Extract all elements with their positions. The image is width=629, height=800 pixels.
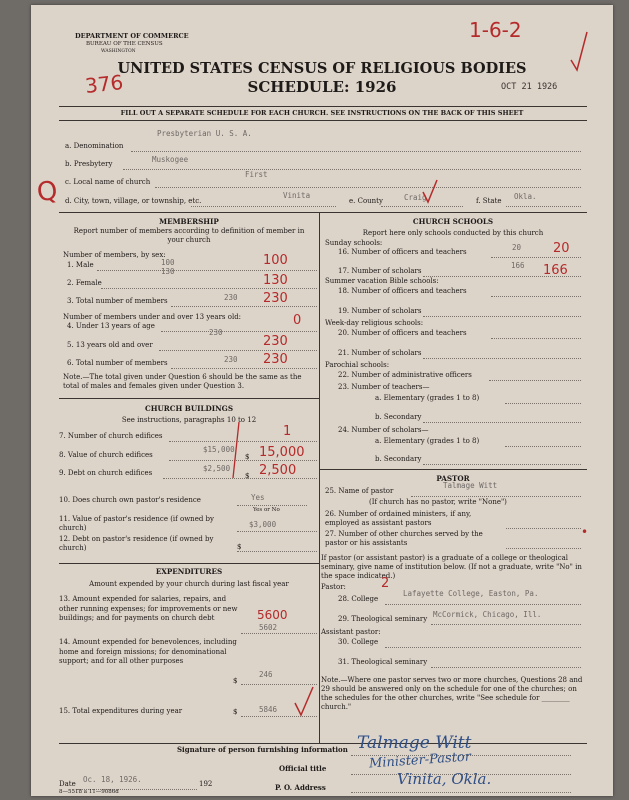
q15-typed: 5846 (259, 705, 278, 714)
q29-typed: McCormick, Chicago, Ill. (433, 610, 542, 619)
q28-label: 28. College (338, 595, 379, 603)
instructions-line: FILL OUT A SEPARATE SCHEDULE FOR EACH CHURCH. SEE INSTRUCTIONS ON THE BACK OF THIS SHEET (120, 109, 524, 117)
city-label: d. City, town, village, or township, etc. (65, 197, 202, 205)
q8-typed: $15,000 (203, 445, 235, 454)
signature-value: Talmage Witt (357, 733, 472, 753)
q13-label: 13. Amount expended for salaries, repairs, and other running expenses; for improvements or new buildings; and for payments on church debt (59, 595, 238, 622)
divider (319, 469, 587, 470)
city-name: WASHINGTON (101, 49, 136, 54)
q28-typed: Lafayette College, Easton, Pa. (403, 589, 539, 598)
q8-label: 8. Value of church edifices (59, 451, 153, 459)
expenditures-heading: EXPENDITURES (155, 567, 223, 576)
form-number: 8—5518 a 11—9086d (59, 789, 119, 795)
dollar-sign: $ (245, 453, 250, 461)
q10-hint: Yes or No (253, 507, 280, 513)
q1-typed: 100 (161, 258, 175, 267)
check-mark-icon (227, 420, 250, 480)
denomination-value: Presbyterian U. S. A. (157, 129, 252, 138)
q6-label: 6. Total number of members (67, 359, 168, 367)
q17-typed: 166 (511, 261, 525, 270)
membership-note: Note.—The total given under Question 6 should be the same as the total of males and females given under Question 3. (63, 373, 302, 390)
divider (59, 563, 319, 564)
q21-label: 21. Number of scholars (338, 349, 422, 357)
age-intro: Number of members under and over 13 years old: (63, 313, 242, 321)
q6-hand: 230 (263, 352, 288, 367)
buildings-sub: See instructions, paragraphs 10 to 12 (121, 416, 257, 424)
state-value: Okla. (514, 192, 537, 201)
q13-hand: 5600 (257, 608, 288, 622)
check-mark-icon (569, 30, 589, 72)
q22-label: 22. Number of administrative officers (338, 371, 472, 379)
assistant-pastor-label: Assistant pastor: (321, 628, 381, 636)
q16-hand: 20 (553, 241, 570, 256)
ink-dot: • (581, 525, 589, 539)
graduate-note: If pastor (or assistant pastor) is a graduate of a college or theological seminary, give name of institution below. (If not a graduate, write "No" in the space indicated.) (321, 554, 582, 580)
q25-note: (If church has no pastor, write "None") (369, 498, 507, 506)
q11-typed: $3,000 (249, 520, 277, 529)
q8-hand: 15,000 (259, 445, 305, 460)
q2-hand: 130 (263, 273, 288, 288)
department-name: DEPARTMENT OF COMMERCE (75, 32, 189, 40)
expenditures-sub: Amount expended by your church during last fiscal year (89, 580, 289, 588)
bureau-name: BUREAU OF THE CENSUS (86, 41, 163, 47)
q7-label: 7. Number of church edifices (59, 432, 163, 440)
q14-typed: 246 (259, 670, 273, 679)
q9-typed: $2,500 (203, 464, 231, 473)
q23b-label: b. Secondary (375, 413, 422, 421)
q16-typed: 20 (512, 243, 522, 252)
q19-label: 19. Number of scholars (338, 307, 422, 315)
divider (59, 106, 587, 107)
divider (59, 120, 587, 121)
q29-label: 29. Theological seminary (338, 615, 428, 623)
county-value: Craig (404, 193, 427, 202)
pastor-hand-mark: 2 (381, 576, 390, 591)
q5-hand: 230 (263, 334, 288, 349)
schools-intro: Report here only schools conducted by this church (362, 229, 544, 237)
state-label: f. State (476, 197, 502, 205)
pastor-heading: PASTOR (436, 474, 470, 483)
date-value: Oc. 18, 1926. (83, 775, 142, 784)
po-address-label: P. O. Address (275, 783, 326, 792)
sunday-label: Sunday schools: (325, 239, 383, 247)
schools-heading: CHURCH SCHOOLS (412, 217, 494, 226)
q4-hand: 0 (293, 313, 302, 328)
q17-label: 17. Number of scholars (338, 267, 422, 275)
q1-label: 1. Male (67, 261, 94, 269)
local-name-label: c. Local name of church (65, 178, 151, 186)
denomination-label: a. Denomination (65, 142, 124, 150)
official-title-value: Minister-Pastor (368, 749, 472, 772)
dollar-sign: $ (245, 472, 250, 480)
q13-typed: 5602 (259, 623, 278, 632)
weekday-label: Week-day religious schools: (325, 319, 424, 327)
local-name-value: First (245, 170, 268, 179)
membership-heading: MEMBERSHIP (159, 217, 219, 226)
q26-label: 26. Number of ordained ministers, if any, employed as assistant pastors (325, 510, 472, 527)
q6-typed: 230 (224, 355, 238, 364)
q10-typed: Yes (251, 493, 265, 502)
parochial-label: Parochial schools: (325, 361, 390, 369)
po-address-value: Vinita, Okla. (397, 770, 492, 788)
presbytery-value: Muskogee (152, 155, 189, 164)
pastor-note: Note.—Where one pastor serves two or more churches, Questions 28 and 29 should be answered only on the schedule for one of the churches; on the schedules for the other churches, write "See schedule for ________ church." (321, 676, 583, 711)
q17-hand: 166 (543, 263, 568, 278)
q3-hand: 230 (263, 291, 288, 306)
q30-label: 30. College (338, 638, 379, 646)
membership-intro: Report number of members according to definition of member in your church (73, 227, 305, 244)
q24-label: 24. Number of scholars— (338, 426, 429, 434)
q27-label: 27. Number of other churches served by the pastor or his assistants (325, 530, 483, 547)
divider (59, 398, 319, 399)
q9-label: 9. Debt on church edifices (59, 469, 153, 477)
q9-hand: 2,500 (259, 463, 297, 478)
divider (59, 212, 587, 213)
q16-label: 16. Number of officers and teachers (338, 248, 467, 256)
q2-typed: 130 (161, 267, 175, 276)
date-label: Date (59, 780, 76, 788)
check-mark-icon (421, 178, 439, 204)
q15-label: 15. Total expenditures during year (59, 707, 183, 715)
q10-label: 10. Does church own pastor's residence (59, 496, 201, 504)
q5-label: 5. 13 years old and over (67, 341, 153, 349)
pastor-sub-label: Pastor: (321, 583, 346, 591)
vacation-label: Summer vacation Bible schools: (325, 277, 439, 285)
buildings-heading: CHURCH BUILDINGS (144, 404, 234, 413)
dollar-sign: $ (233, 708, 238, 716)
q23-label: 23. Number of teachers— (338, 383, 430, 391)
census-schedule-sheet (31, 5, 613, 796)
q3-typed: 230 (224, 293, 238, 302)
q20-label: 20. Number of officers and teachers (338, 329, 467, 337)
hand-number: 376 (83, 70, 125, 98)
q25-label: 25. Name of pastor (325, 487, 394, 495)
dollar-sign: $ (237, 543, 242, 551)
q11-label: 11. Value of pastor's residence (if owned by church) (59, 515, 214, 532)
signature-label: Signature of person furnishing information (177, 745, 348, 754)
margin-mark: Q (35, 175, 60, 209)
q25-typed: Talmage Witt (443, 481, 498, 490)
city-value: Vinita (283, 191, 311, 200)
county-label: e. County (349, 197, 383, 205)
q2-label: 2. Female (67, 279, 102, 287)
q7-hand: 1 (283, 424, 292, 439)
q24a-label: a. Elementary (grades 1 to 8) (375, 437, 480, 445)
form-title: UNITED STATES CENSUS OF RELIGIOUS BODIES (117, 60, 527, 77)
presbytery-label: b. Presbytery (65, 160, 113, 168)
divider (59, 743, 587, 744)
q24b-label: b. Secondary (375, 455, 422, 463)
q14-label: 14. Amount expended for benevolences, including home and foreign missions; for denominational support; and for all other purposes (59, 638, 237, 665)
form-subtitle: SCHEDULE: 1926 (247, 78, 397, 96)
by-sex-label: Number of members, by sex: (63, 251, 166, 259)
dollar-sign: $ (233, 677, 238, 685)
date-year: 192 (199, 780, 213, 788)
q12-label: 12. Debt on pastor's residence (if owned by church) (59, 535, 214, 552)
official-title-label: Official title (279, 764, 327, 773)
q1-hand: 100 (263, 253, 288, 268)
q31-label: 31. Theological seminary (338, 658, 428, 666)
q23a-label: a. Elementary (grades 1 to 8) (375, 394, 480, 402)
q3-label: 3. Total number of members (67, 297, 168, 305)
check-mark-icon (293, 685, 315, 717)
q5-typed: 230 (209, 328, 223, 337)
received-date-stamp: OCT 21 1926 (501, 82, 558, 92)
q4-label: 4. Under 13 years of age (67, 322, 155, 330)
q18-label: 18. Number of officers and teachers (338, 287, 467, 295)
hand-code: 1-6-2 (469, 18, 522, 42)
